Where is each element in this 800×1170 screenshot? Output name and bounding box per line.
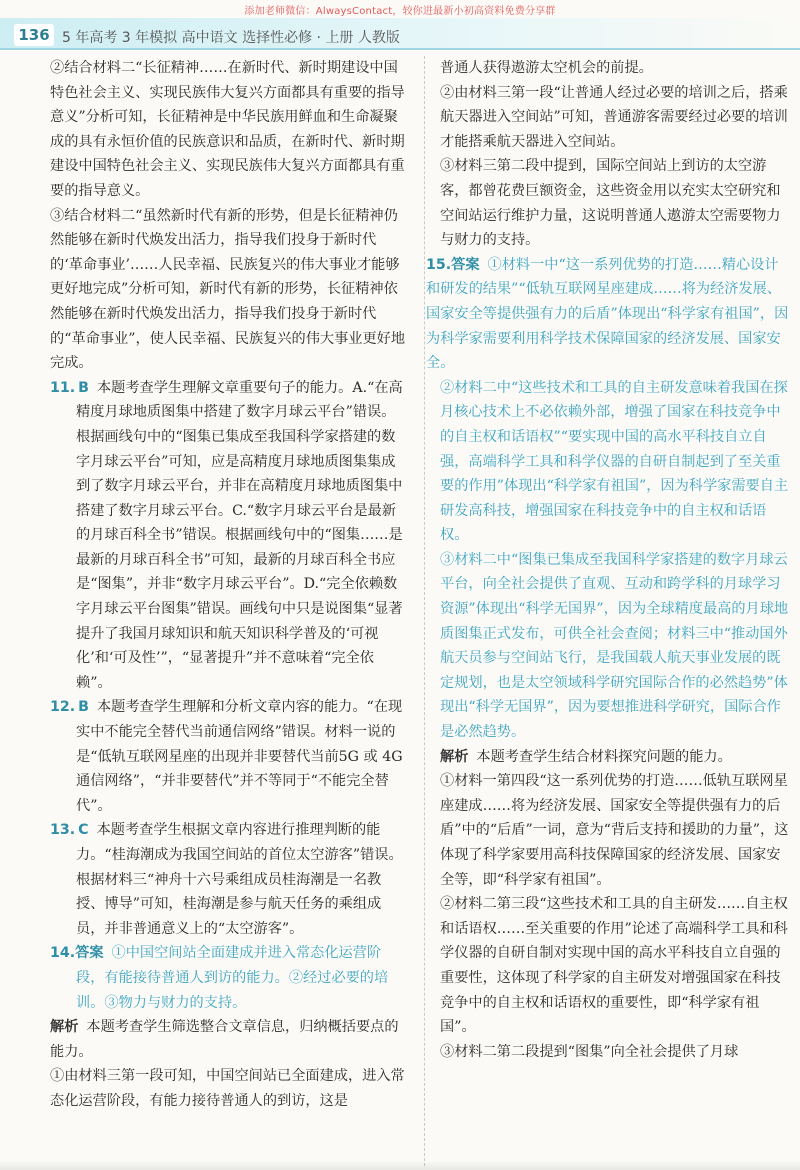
paragraph: ②结合材料二“长征精神……在新时代、新时期建设中国特色社会主义、实现民族伟大复兴方面都具有重要的指导意义”分析可知，长征精神是中华民族用鲜血和生命凝聚成的具有永恒价值的民族意识和品质，在新时代、新时期建设中国特色社会主义、实现民族伟大复兴方面都具有重要的指导意义。 xyxy=(50,60,405,199)
paragraph: ③结合材料二“虽然新时代有新的形势，但是长征精神仍然能够在新时代焕发出活力，指导我们投身于新时代的‘革命事业’……人民幸福、民族复兴的伟大事业才能够更好地完成”分析可知，新时代有新的形势，长征精神依然能够在新时代焕发出活力，指导我们投身于新时代的“革命事业”，使人民幸福、民族复兴的伟大事业更好地完成。 xyxy=(50,207,406,372)
question-15-answer xyxy=(426,253,790,376)
analysis-text: 本题考查学生结合材料探究问题的能力。 xyxy=(476,748,732,765)
analysis-intro xyxy=(440,745,790,770)
page-header xyxy=(0,18,800,50)
left-column xyxy=(50,56,408,1114)
book-title: 5 年高考 3 年模拟 高中语文 选择性必修 · 上册 人教版 xyxy=(62,30,400,46)
question-12 xyxy=(50,695,408,818)
analysis-text: 本题考查学生筛选整合文章信息，归纳概括要点的能力。 xyxy=(50,1019,399,1060)
answer-label: 答案 xyxy=(451,256,480,273)
analysis-label: 解析 xyxy=(50,1019,79,1036)
paragraph: ③材料三第二段中提到，国际空间站上到访的太空游客，都曾花费巨额资金，这些资金用以充实太空研究和空间站运行维护力量，这说明普通人遨游太空需要物力与财力的支持。 xyxy=(440,158,781,249)
question-number: 14. xyxy=(50,945,76,962)
paragraph: 普通人获得遨游太空机会的前提。 xyxy=(440,60,653,76)
answer-text: ①中国空间站全面建成并进入常态化运营阶段，有能接待普通人到访的能力。②经过必要的培训。③物力与财力的支持。 xyxy=(76,945,389,1011)
paragraph: ①材料一第四段“这一系列优势的打造……低轨互联网星座建成……将为经济发展、国家安全等提供强有力的后盾”中的“后盾”一词，意为“背后支持和援助的力量”，这体现了科学家要用高科技保障国家的经济发展、国家安全等，即“科学家有祖国”。 xyxy=(440,773,789,888)
answer-point-2: ②材料二中“这些技术和工具的自主研发意味着我国在探月核心技术上不必依赖外部，增强了国家在科技竞争中的自主权和话语权”“要实现中国的高水平科技自立自强，高端科学工具和科学仪器的自研自制起到了至关重要的作用”体现出“科学家有祖国”，因为科学家需要自主研发高科技，增强国家在科技竞争中的自主权和话语权。 xyxy=(440,379,789,544)
analysis-intro xyxy=(50,1015,408,1064)
answer-label: 答案 xyxy=(75,945,104,962)
question-14 xyxy=(50,941,408,1015)
answer-letter: C xyxy=(78,822,89,839)
question-number: 11. xyxy=(50,379,76,396)
paragraph: ①由材料三第一段可知，中国空间站已全面建成，进入常态化运营阶段，有能力接待普通人的到访，这是 xyxy=(50,1068,405,1109)
paragraph: ②材料二第三段“这些技术和工具的自主研发……自主权和话语权……至关重要的作用”论述了高端科学工具和科学仪器的自研自制对实现中国的高水平科技自立自强的重要性，这体现了科学家的自主研发对增强国家在科技竞争中的自主权和话语权的重要性，即“科学家有祖国”。 xyxy=(440,896,788,1036)
paragraph: ③材料二第二段提到“图集”向全社会提供了月球 xyxy=(440,1043,739,1060)
column-divider xyxy=(424,56,425,1166)
right-column xyxy=(426,56,790,1064)
question-number: 15. xyxy=(426,256,452,273)
answer-point-1: ①材料一中“这一系列优势的打造……精心设计和研发的结果”“低轨互联网星座建成……将为经济发展、国家安全等提供强有力的后盾”体现出“科学家有祖国”，因为科学家需要利用科学技术保障国家的经济发展、国家安全。 xyxy=(426,256,789,372)
analysis-label: 解析 xyxy=(440,748,469,765)
paragraph: ②由材料三第一段“让普通人经过必要的培训之后，搭乘航天器进入空间站”可知，普通游客需要经过必要的培训才能搭乘航天器进入空间站。 xyxy=(440,84,788,150)
question-13 xyxy=(50,818,408,941)
question-number: 13. xyxy=(50,822,76,839)
page-number: 136 xyxy=(14,24,54,46)
question-11 xyxy=(50,376,408,696)
page-edge-shadow xyxy=(0,1160,800,1170)
question-number: 12. xyxy=(50,699,76,716)
question-explanation: 本题考查学生理解文章重要句子的能力。A.“在高精度月球地质图集中搭建了数字月球云平台”错误。根据画线句中的“图集已集成至我国科学家搭建的数字月球云平台”可知，应是高精度月球地质图集集成到了数字月球云平台，并非在高精度月球地质图集中搭建了数字月球云平台。C.“数字月球云平台是最新的月球百科全书”错误。根据画线句中的“图集……是最新的月球百科全书”可知，最新的月球百科全书应是“图集”，并非“数字月球云平台”。D.“完全依赖数字月球云平台图集”错误。画线句中只是说图集“显著提升了我国月球知识和航天知识科学普及的‘可视化’和‘可及性’”，“显著提升”并不意味着“完全依赖”。 xyxy=(76,379,403,691)
watermark-text: 添加老师微信：AlwaysContact，较你进最新小初高资料免费分享群 xyxy=(244,6,556,17)
question-explanation: 本题考查学生理解和分析文章内容的能力。“在现实中不能完全替代当前通信网络”错误。材料一说的是“低轨互联网星座的出现并非要替代当前5G 或 4G 通信网络”，“并非要替代”并不等同于“不能完全替代”。 xyxy=(76,699,403,814)
answer-point-3: ③材料二中“图集已集成至我国科学家搭建的数字月球云平台，向全社会提供了直观、互动和跨学科的月球学习资源”体现出“科学无国界”，因为全球精度最高的月球地质图集正式发布，可供全社会查阅；材料三中“推动国外航天员参与空间站飞行，是我国载人航天事业发展的既定规划，也是太空领域科学研究国际合作的必然趋势”体现出“科学无国界”，因为要想推进科学研究，国际合作是必然趋势。 xyxy=(440,551,789,741)
answer-letter: B xyxy=(78,379,89,396)
question-explanation: 本题考查学生根据文章内容进行推理判断的能力。“桂海潮成为我国空间站的首位太空游客”错误。根据材料三“神舟十六号乘组成员桂海潮是一名教授、博导”可知，桂海潮是参与航天任务的乘组成员，并非普通意义上的“太空游客”。 xyxy=(76,822,403,937)
answer-letter: B xyxy=(78,699,89,716)
